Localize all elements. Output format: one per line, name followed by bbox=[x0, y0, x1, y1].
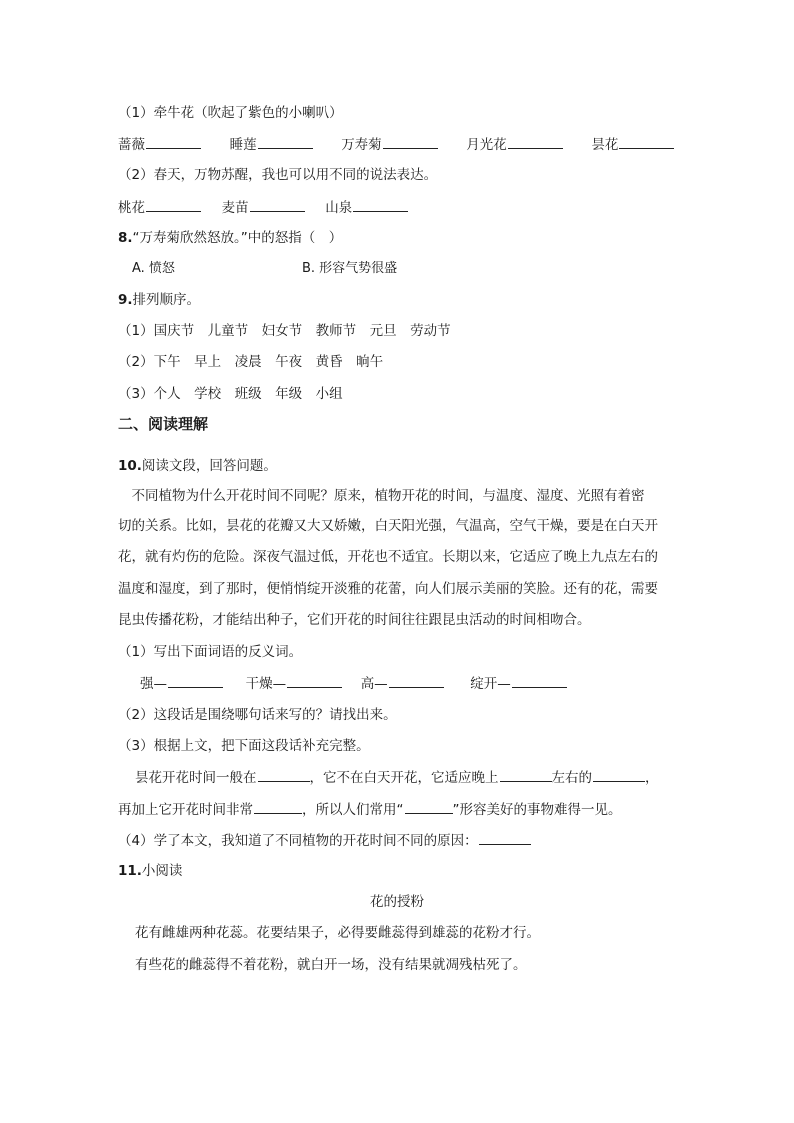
answer-blank[interactable] bbox=[508, 134, 563, 149]
antonym-label: 高— bbox=[360, 676, 388, 692]
q11-line: 花有雌雄两种花蕊。花要结果子，必得要雌蕊得到雄蕊的花粉才行。 bbox=[135, 925, 540, 941]
answer-blank[interactable] bbox=[250, 197, 305, 212]
q10-question bbox=[118, 456, 277, 476]
flower-label: 昙花 bbox=[591, 137, 619, 153]
fill-text: 左右的 bbox=[551, 770, 592, 786]
flower-label: 蔷薇 bbox=[118, 137, 145, 153]
fill-text: ，所以人们常用“ bbox=[302, 802, 404, 818]
passage-line: 温度和湿度，到了那时，便悄悄绽开淡雅的花蕾，向人们展示美丽的笑脸。还有的花，需要 bbox=[118, 581, 658, 597]
answer-blank[interactable] bbox=[258, 134, 313, 149]
answer-blank[interactable] bbox=[405, 799, 453, 814]
answer-blank[interactable] bbox=[619, 134, 674, 149]
spring-label: 山泉 bbox=[325, 200, 353, 216]
answer-blank[interactable] bbox=[389, 673, 444, 688]
q8-option-a[interactable]: A. 愤怒 bbox=[132, 261, 175, 276]
q10-sub4-text: （4）学了本文，我知道了不同植物的开花时间不同的原因： bbox=[118, 833, 478, 849]
fill-text: ， bbox=[645, 770, 659, 786]
q10-sub4 bbox=[118, 830, 531, 851]
passage-line: 不同植物为什么开花时间不同呢？原来，植物开花的时间，与温度、湿度、光照有着密 bbox=[118, 488, 645, 504]
q9-item: （2）下午 早上 凌晨 午夜 黄昏 晌午 bbox=[118, 354, 384, 370]
q10-sub3: （3）根据上文，把下面这段话补充完整。 bbox=[118, 738, 370, 754]
fill-text: ”形容美好的事物难得一见。 bbox=[452, 802, 622, 818]
flower-label: 月光花 bbox=[466, 137, 507, 153]
answer-blank[interactable] bbox=[383, 134, 438, 149]
answer-blank[interactable] bbox=[512, 673, 567, 688]
q11-text: 小阅读 bbox=[141, 863, 183, 879]
answer-blank[interactable] bbox=[287, 673, 342, 688]
q7-sub1-title: （1）牵牛花（吹起了紫色的小喇叭） bbox=[118, 105, 343, 121]
q10-sub1: （1）写出下面词语的反义词。 bbox=[118, 644, 303, 660]
q9-question bbox=[118, 290, 200, 310]
q11-title: 花的授粉 bbox=[370, 894, 424, 910]
answer-blank[interactable] bbox=[500, 767, 552, 782]
answer-blank[interactable] bbox=[593, 767, 645, 782]
passage-line: 昆虫传播花粉，才能结出种子，它们开花的时间往往跟昆虫活动的时间相吻合。 bbox=[118, 612, 591, 628]
q10-text: 阅读文段，回答问题。 bbox=[141, 458, 277, 474]
q9-text: 排列顺序。 bbox=[132, 292, 201, 308]
q7-spring-row bbox=[118, 197, 408, 218]
q11-number: 11. bbox=[118, 863, 142, 879]
q10-sub2: （2）这段话是围绕哪句话来写的？请找出来。 bbox=[118, 707, 397, 723]
q8-number: 8. bbox=[118, 230, 133, 246]
fill-line-2 bbox=[118, 799, 622, 820]
q9-number: 9. bbox=[118, 292, 133, 308]
answer-blank[interactable] bbox=[146, 134, 201, 149]
flower-label: 睡莲 bbox=[229, 137, 257, 153]
answer-blank[interactable] bbox=[168, 673, 223, 688]
fill-text: 昙花开花时间一般在 bbox=[135, 770, 257, 786]
answer-blank[interactable] bbox=[146, 197, 201, 212]
passage-line: 切的关系。比如，昙花的花瓣又大又娇嫩，白天阳光强，气温高，空气干燥，要是在白天开 bbox=[118, 518, 658, 534]
fill-text: 再加上它开花时间非常 bbox=[118, 802, 253, 818]
antonym-label: 干燥— bbox=[245, 676, 287, 692]
spring-label: 桃花 bbox=[118, 200, 145, 216]
answer-blank[interactable] bbox=[258, 767, 310, 782]
q8-text: “万寿菊欣然怒放。”中的怒指（ ） bbox=[132, 230, 343, 246]
q9-item: （1）国庆节 儿童节 妇女节 教师节 元旦 劳动节 bbox=[118, 323, 451, 339]
section-heading: 二、阅读理解 bbox=[118, 415, 209, 433]
antonym-label: 绽开— bbox=[470, 676, 511, 692]
q8-option-b[interactable]: B. 形容气势很盛 bbox=[302, 261, 398, 276]
answer-blank[interactable] bbox=[479, 830, 531, 845]
q11-line: 有些花的雌蕊得不着花粉，就白开一场，没有结果就凋残枯死了。 bbox=[135, 957, 527, 973]
antonym-row bbox=[140, 673, 567, 694]
fill-line-1 bbox=[135, 767, 659, 788]
answer-blank[interactable] bbox=[254, 799, 302, 814]
answer-blank[interactable] bbox=[353, 197, 408, 212]
q7-flowers-row bbox=[118, 134, 674, 155]
passage-line: 花，就有灼伤的危险。深夜气温过低，开花也不适宜。长期以来，它适应了晚上九点左右的 bbox=[118, 549, 658, 565]
q9-item: （3）个人 学校 班级 年级 小组 bbox=[118, 386, 343, 402]
q10-number: 10. bbox=[118, 458, 142, 474]
spring-label: 麦苗 bbox=[221, 200, 249, 216]
flower-label: 万寿菊 bbox=[341, 137, 382, 153]
q7-sub2-title: （2）春天，万物苏醒，我也可以用不同的说法表达。 bbox=[118, 167, 438, 183]
q8-question bbox=[118, 228, 342, 248]
fill-text: ，它不在白天开花，它适应晚上 bbox=[309, 770, 499, 786]
q11-question bbox=[118, 861, 182, 881]
antonym-label: 强— bbox=[140, 676, 167, 692]
